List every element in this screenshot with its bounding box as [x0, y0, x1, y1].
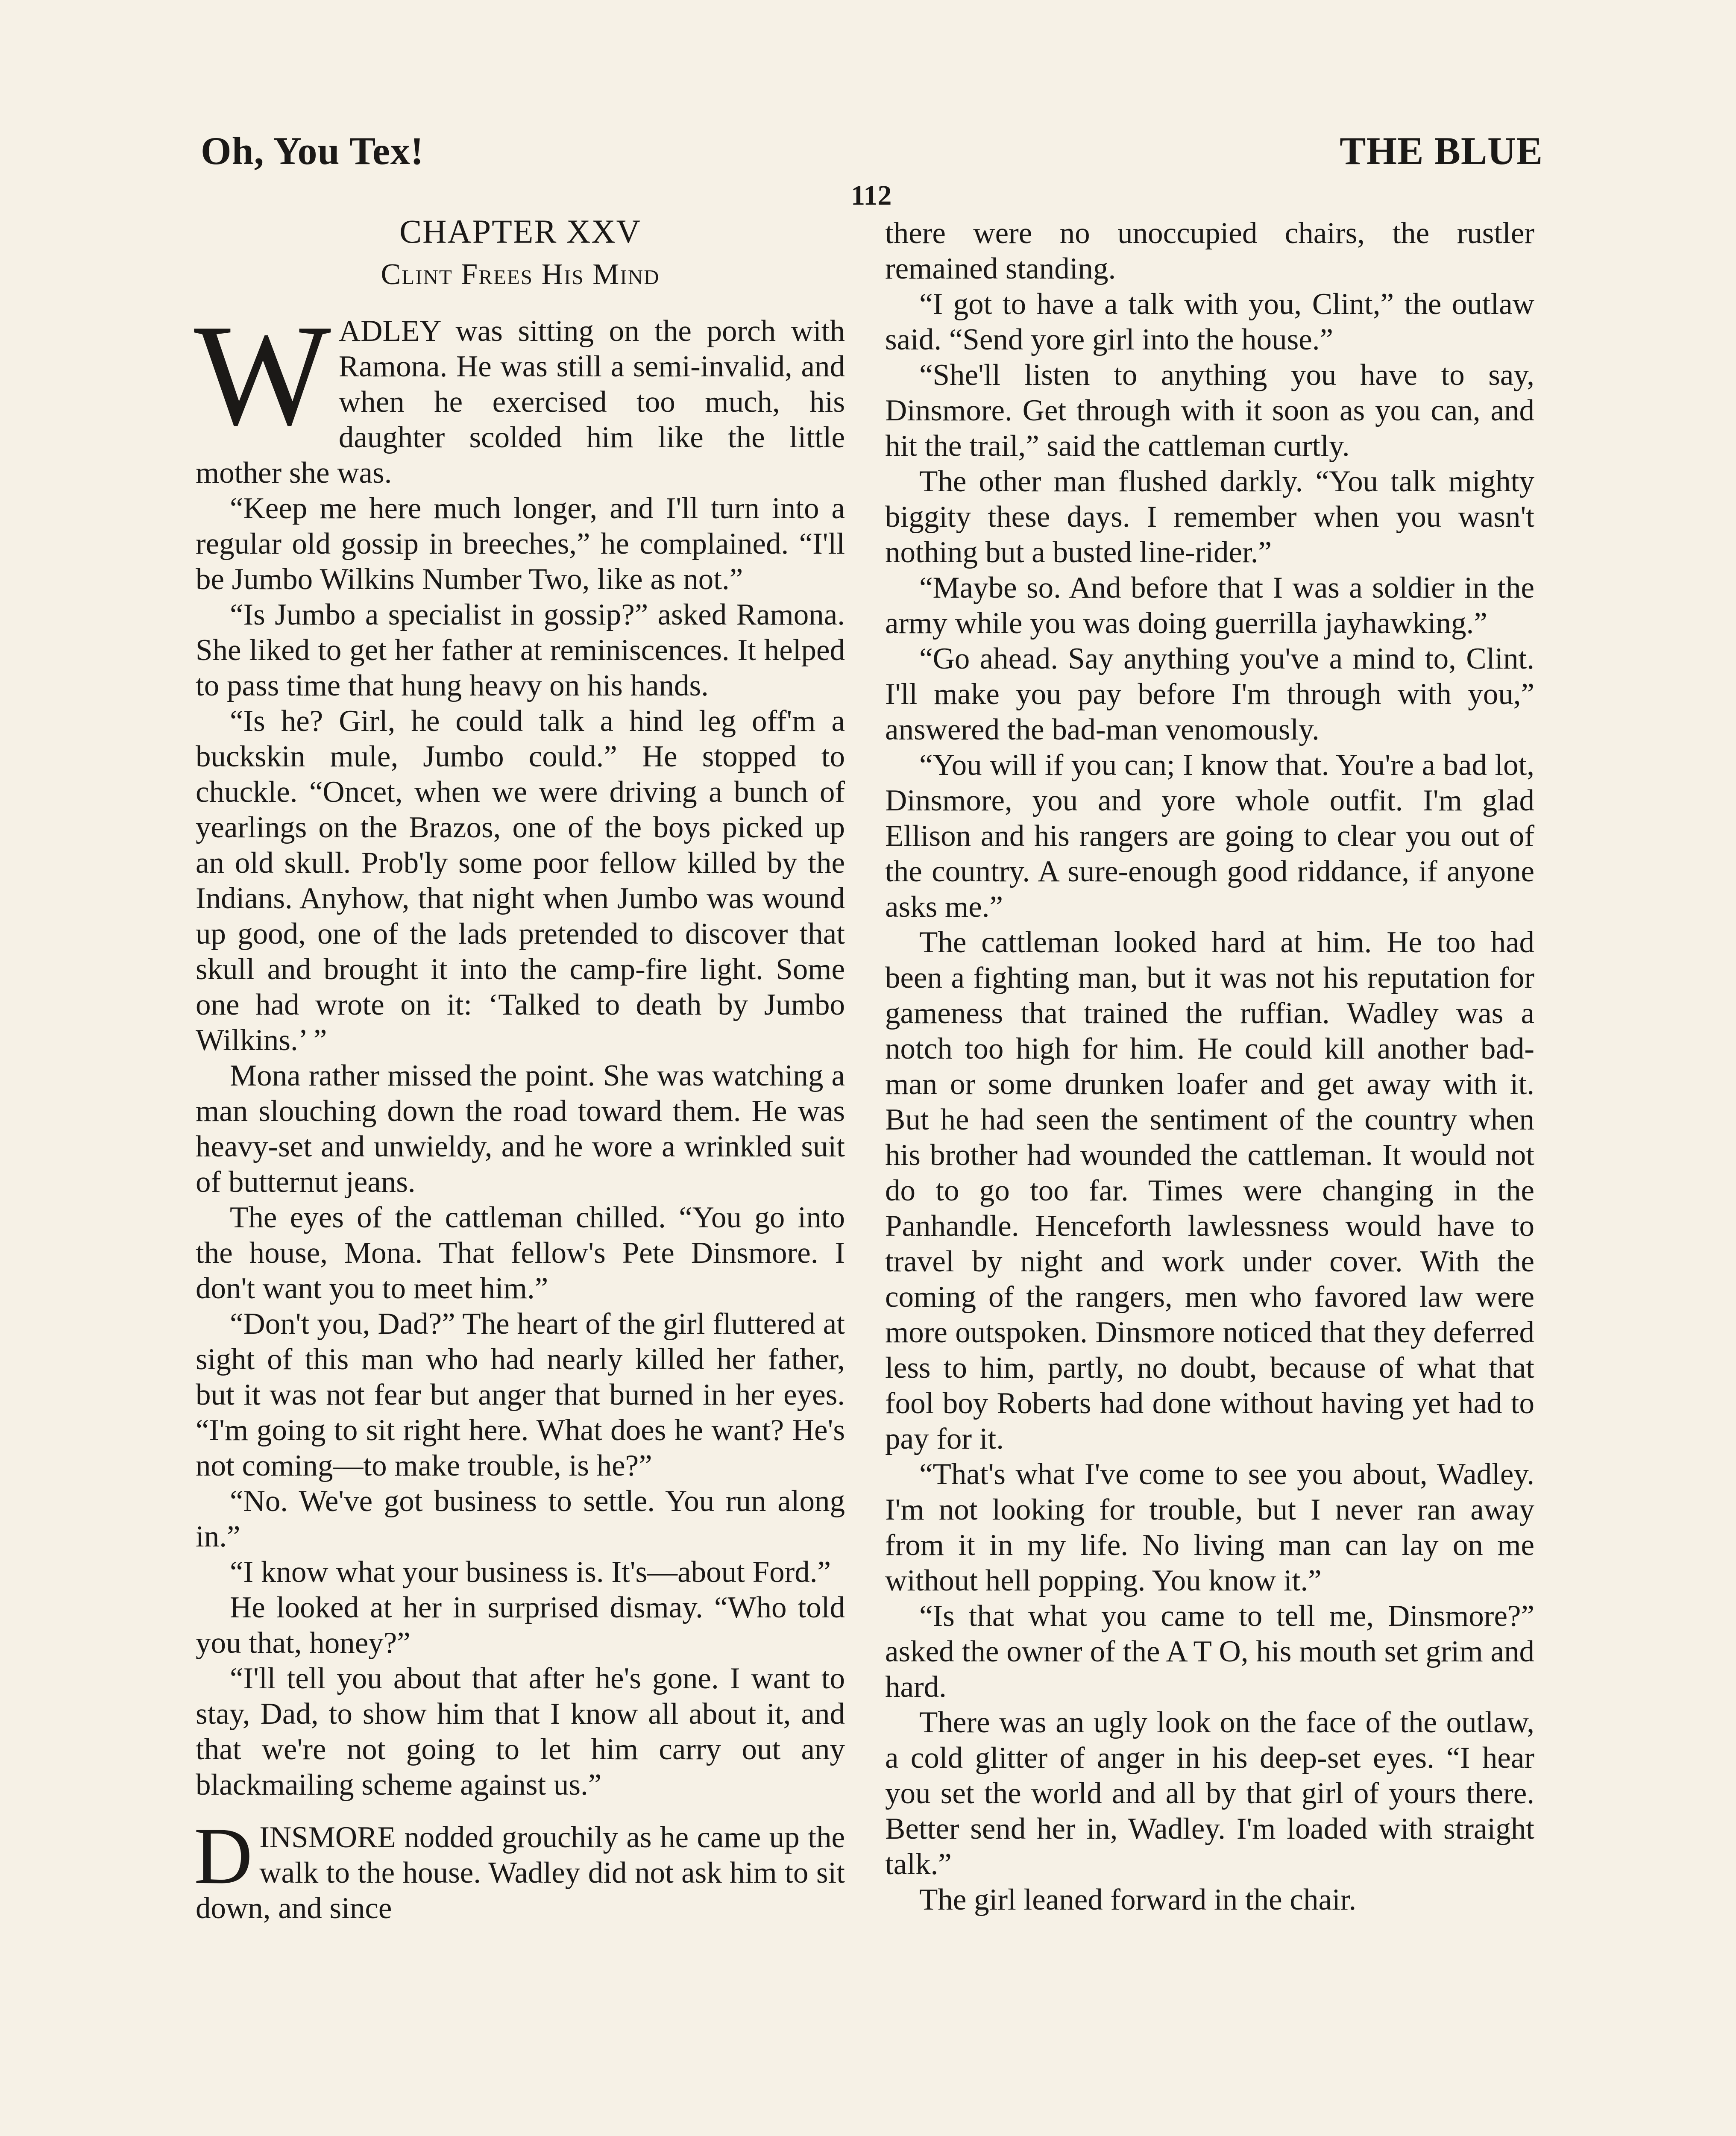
- paragraph-text: nodded grouchily as he came up the walk to the house. Wadley did not ask him to sit down, and since: [196, 1821, 845, 1925]
- paragraph: there were no unoccupied chairs, the rustler remained standing.: [885, 217, 1534, 285]
- right-column: [885, 216, 1534, 1918]
- page-number: 112: [851, 180, 892, 211]
- paragraph: “That's what I've come to see you about, Wadley. I'm not looking for trouble, but I never ran away from it in my life. No living man can lay on me without hell popping. You know it.”: [885, 1458, 1534, 1597]
- paragraph: He looked at her in surprised dismay. “Who told you that, honey?”: [196, 1591, 845, 1660]
- section-break: [196, 1803, 845, 1820]
- paragraph: “Maybe so. And before that I was a soldier in the army while you was doing guerrilla jayhawking.”: [885, 571, 1534, 640]
- paragraph: “You will if you can; I know that. You're a bad lot, Dinsmore, you and yore whole outfit. I'm glad Ellison and his rangers are going to clear you out of the country. A sure-enough good riddance, if anyone asks me.”: [885, 748, 1534, 924]
- paragraph: [194, 1811, 845, 1926]
- paragraph: “I'll tell you about that after he's gone. I want to stay, Dad, to show him that I know all about it, and that we're not going to let him carry out any blackmailing scheme against us.”: [196, 1662, 845, 1802]
- paragraph: The other man flushed darkly. “You talk mighty biggity these days. I remember when you wasn't nothing but a busted line-rider.”: [885, 465, 1534, 569]
- paragraph: “Is Jumbo a specialist in gossip?” asked Ramona. She liked to get her father at reminiscences. It helped to pass time that hung heavy on his hands.: [196, 598, 845, 702]
- chapter-title: CHAPTER XXV: [399, 213, 641, 250]
- running-title-right: THE BLUE: [1340, 129, 1543, 173]
- paragraph: The eyes of the cattleman chilled. “You go into the house, Mona. That fellow's Pete Dinsmore. I don't want you to meet him.”: [196, 1201, 845, 1305]
- paragraph: [194, 294, 845, 491]
- paragraph: “Don't you, Dad?” The heart of the girl fluttered at sight of this man who had nearly killed her father, but it was not fear but anger that burned in her eyes. “I'm going to sit right here. What does he want? He's not coming—to make trouble, is he?”: [196, 1307, 845, 1482]
- drop-cap: D: [194, 1811, 253, 1901]
- left-column: [196, 205, 845, 1926]
- paragraph: “She'll listen to anything you have to say, Dinsmore. Get through with it soon as you can, and hit the trail,” said the cattleman curtly.: [885, 358, 1534, 463]
- paragraph: The girl leaned forward in the chair.: [919, 1883, 1357, 1916]
- paragraph: “Keep me here much longer, and I'll turn into a regular old gossip in breeches,” he complained. “I'll be Jumbo Wilkins Number Two, like as not.”: [196, 492, 845, 596]
- paragraph: “I know what your business is. It's—about Ford.”: [230, 1555, 831, 1589]
- paragraph: “Is he? Girl, he could talk a hind leg off'm a buckskin mule, Jumbo could.” He stopped to chuckle. “Oncet, when we were driving a bunch of yearlings on the Brazos, one of the boys picked up an old skull. Prob'ly some poor fellow killed by the Indians. Anyhow, that night when Jumbo was wound up good, one of the lads pretended to discover that skull and brought it into the camp-fire light. Some one had wrote on it: ‘Talked to death by Jumbo Wilkins.’ ”: [196, 704, 845, 1057]
- paragraph: “I got to have a talk with you, Clint,” the outlaw said. “Send yore girl into the house.”: [885, 288, 1534, 356]
- paragraph: “No. We've got business to settle. You run along in.”: [196, 1485, 845, 1553]
- paragraph-text: ADLEY was sitting on the porch with Ramona. He was still a semi-invalid, and when he exercised too much, his daughter scolded him like the little mother she was.: [196, 314, 845, 490]
- paragraph: There was an ugly look on the face of the outlaw, a cold glitter of anger in his deep-set eyes. “I hear you set the world and all by that girl of yours there. Better send her in, Wadley. I'm loaded with straight talk.”: [885, 1706, 1534, 1881]
- paragraph: “Go ahead. Say anything you've a mind to, Clint. I'll make you pay before I'm through with you,” answered the bad-man venomously.: [885, 642, 1534, 746]
- small-caps-word: INSMORE: [259, 1821, 396, 1854]
- paragraph: Mona rather missed the point. She was watching a man slouching down the road toward them. He was heavy-set and unwieldy, and he wore a wrinkled suit of butternut jeans.: [196, 1059, 845, 1199]
- chapter-subtitle: Clint Frees His Mind: [381, 258, 660, 291]
- paragraph: The cattleman looked hard at him. He too had been a fighting man, but it was not his reputation for gameness that trained the ruffian. Wadley was a notch too high for him. He could kill another bad-man or some drunken loafer and get away with it. But he had seen the sentiment of the country when his brother had wounded the cattleman. It would not do to go too far. Times were changing in the Panhandle. Henceforth lawlessness would have to travel by night and work under cover. With the coming of the rangers, men who favored law were more outspoken. Dinsmore noticed that they deferred less to him, partly, no doubt, because of what that fool boy Roberts had done without having yet had to pay for it.: [885, 926, 1534, 1455]
- running-title-left: Oh, You Tex!: [201, 129, 424, 173]
- paragraph: “Is that what you came to tell me, Dinsmore?” asked the owner of the A T O, his mouth set grim and hard.: [885, 1599, 1534, 1704]
- drop-cap: W: [194, 294, 331, 455]
